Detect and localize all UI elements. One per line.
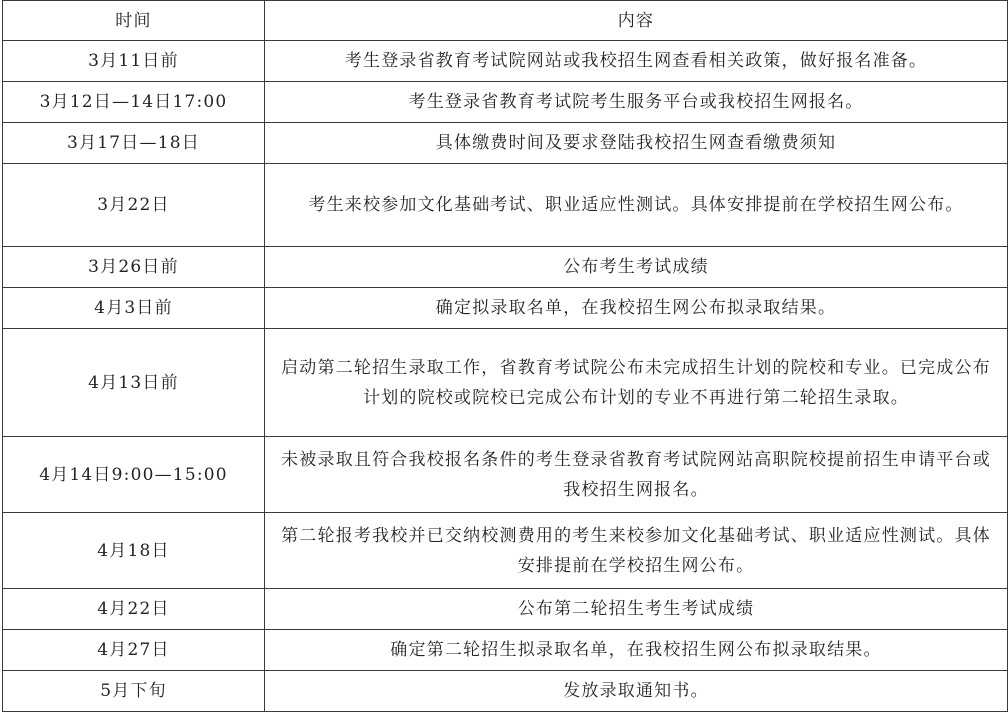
content-cell: 未被录取且符合我校报名条件的考生登录省教育考试院网站高职院校提前招生申请平台或我校招生网报名。 — [265, 437, 1008, 513]
time-cell: 4月14日9:00—15:00 — [3, 437, 265, 513]
time-cell: 5月下旬 — [3, 671, 265, 712]
table-row — [3, 329, 1008, 437]
table-row — [3, 247, 1008, 288]
content-cell: 启动第二轮招生录取工作，省教育考试院公布未完成招生计划的院校和专业。已完成公布计划的院校或院校已完成公布计划的专业不再进行第二轮招生录取。 — [265, 329, 1008, 437]
table-row — [3, 123, 1008, 164]
table-row — [3, 513, 1008, 589]
content-cell: 发放录取通知书。 — [265, 671, 1008, 712]
content-cell: 确定拟录取名单，在我校招生网公布拟录取结果。 — [265, 288, 1008, 329]
time-cell: 4月18日 — [3, 513, 265, 589]
content-cell: 考生登录省教育考试院网站或我校招生网查看相关政策，做好报名准备。 — [265, 41, 1008, 82]
content-cell: 确定第二轮招生拟录取名单，在我校招生网公布拟录取结果。 — [265, 630, 1008, 671]
column-header-time: 时间 — [3, 1, 265, 41]
time-cell: 4月13日前 — [3, 329, 265, 437]
content-cell: 考生来校参加文化基础考试、职业适应性测试。具体安排提前在学校招生网公布。 — [265, 164, 1008, 247]
content-cell: 第二轮报考我校并已交纳校测费用的考生来校参加文化基础考试、职业适应性测试。具体安排提前在学校招生网公布。 — [265, 513, 1008, 589]
table-row — [3, 82, 1008, 123]
time-cell: 4月22日 — [3, 589, 265, 630]
time-cell: 3月22日 — [3, 164, 265, 247]
table-row — [3, 630, 1008, 671]
table-row — [3, 671, 1008, 712]
table-row — [3, 164, 1008, 247]
time-cell: 3月11日前 — [3, 41, 265, 82]
table-header-row — [3, 1, 1008, 41]
time-cell: 3月26日前 — [3, 247, 265, 288]
time-cell: 3月17日—18日 — [3, 123, 265, 164]
table-row — [3, 589, 1008, 630]
schedule-table — [2, 0, 1008, 712]
column-header-content: 内容 — [265, 1, 1008, 41]
content-cell: 具体缴费时间及要求登陆我校招生网查看缴费须知 — [265, 123, 1008, 164]
content-cell: 公布第二轮招生考生考试成绩 — [265, 589, 1008, 630]
content-cell: 考生登录省教育考试院考生服务平台或我校招生网报名。 — [265, 82, 1008, 123]
table-row — [3, 288, 1008, 329]
time-cell: 4月3日前 — [3, 288, 265, 329]
time-cell: 4月27日 — [3, 630, 265, 671]
table-row — [3, 41, 1008, 82]
time-cell: 3月12日—14日17:00 — [3, 82, 265, 123]
table-row — [3, 437, 1008, 513]
content-cell: 公布考生考试成绩 — [265, 247, 1008, 288]
